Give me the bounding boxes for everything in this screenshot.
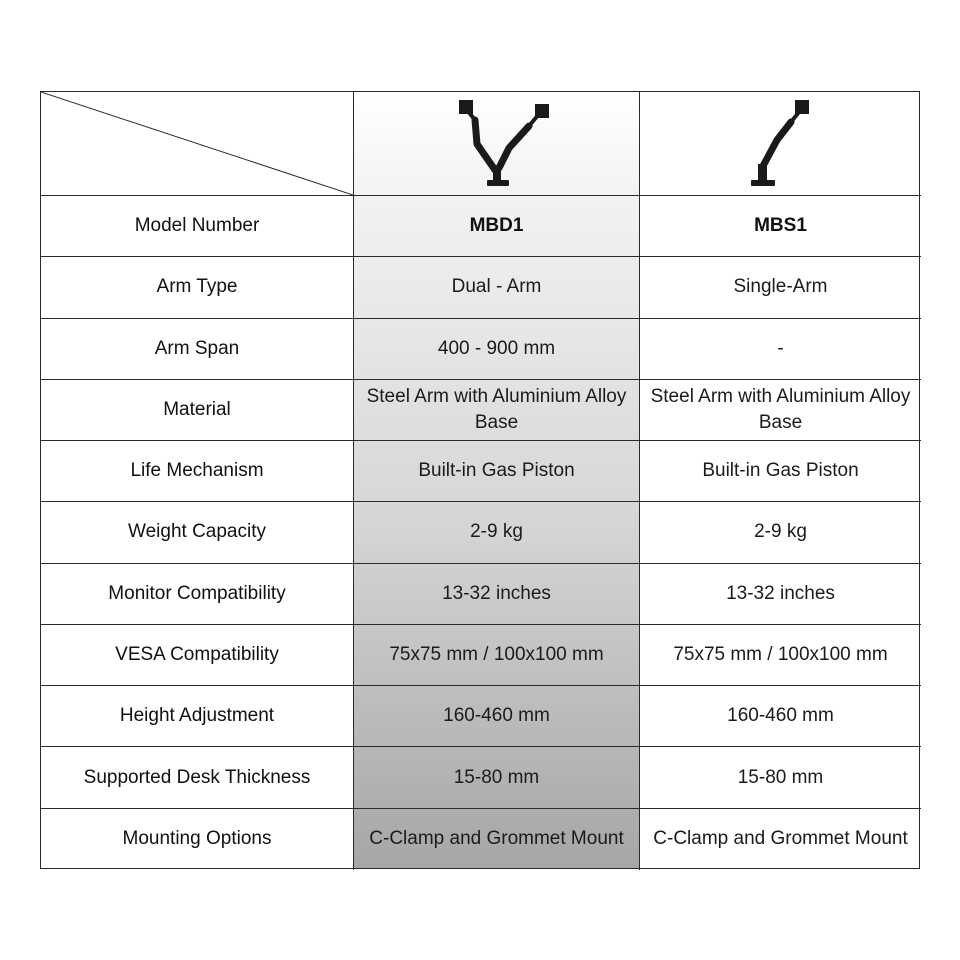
mbd1-mounting-options: C-Clamp and Grommet Mount	[354, 809, 640, 870]
mbd1-supported-desk-thickness: 15-80 mm	[354, 747, 640, 808]
row-label-height-adjustment: Height Adjustment	[41, 686, 354, 747]
mbd1-height-adjustment: 160-460 mm	[354, 686, 640, 747]
mbs1-supported-desk-thickness: 15-80 mm	[640, 747, 921, 808]
mbs1-monitor-compatibility: 13-32 inches	[640, 564, 921, 625]
diagonal-line	[41, 92, 353, 195]
mbs1-life-mechanism: Built-in Gas Piston	[640, 441, 921, 502]
dual-arm-monitor-mount-icon	[437, 96, 557, 192]
mbd1-weight-capacity: 2-9 kg	[354, 502, 640, 563]
single-arm-monitor-mount-icon	[741, 96, 821, 192]
mbd1-life-mechanism: Built-in Gas Piston	[354, 441, 640, 502]
mbs1-height-adjustment: 160-460 mm	[640, 686, 921, 747]
mbs1-image-cell	[640, 92, 921, 196]
mbs1-arm-type: Single-Arm	[640, 257, 921, 318]
corner-header-cell	[41, 92, 354, 196]
mbd1-material: Steel Arm with Aluminium Alloy Base	[354, 380, 640, 441]
row-label-life-mechanism: Life Mechanism	[41, 441, 354, 502]
mbs1-material: Steel Arm with Aluminium Alloy Base	[640, 380, 921, 441]
row-label-weight-capacity: Weight Capacity	[41, 502, 354, 563]
mbs1-model-number: MBS1	[640, 196, 921, 257]
mbd1-arm-type: Dual - Arm	[354, 257, 640, 318]
mbd1-arm-span: 400 - 900 mm	[354, 319, 640, 380]
row-label-material: Material	[41, 380, 354, 441]
mbs1-vesa-compatibility: 75x75 mm / 100x100 mm	[640, 625, 921, 686]
mbs1-mounting-options: C-Clamp and Grommet Mount	[653, 828, 908, 850]
row-label-arm-span: Arm Span	[41, 319, 354, 380]
row-label-vesa-compatibility: VESA Compatibility	[41, 625, 354, 686]
row-label-model-number: Model Number	[41, 196, 354, 257]
mbs1-weight-capacity: 2-9 kg	[640, 502, 921, 563]
mbd1-model-number: MBD1	[354, 196, 640, 257]
mbd1-monitor-compatibility: 13-32 inches	[354, 564, 640, 625]
comparison-table	[40, 91, 920, 869]
row-label-mounting-options: Mounting Options	[41, 809, 354, 870]
mbs1-arm-span: -	[640, 319, 921, 380]
row-label-supported-desk-thickness: Supported Desk Thickness	[41, 747, 354, 808]
mbd1-image-cell	[354, 92, 640, 196]
row-label-monitor-compatibility: Monitor Compatibility	[41, 564, 354, 625]
row-label-arm-type: Arm Type	[41, 257, 354, 318]
mbd1-vesa-compatibility: 75x75 mm / 100x100 mm	[354, 625, 640, 686]
